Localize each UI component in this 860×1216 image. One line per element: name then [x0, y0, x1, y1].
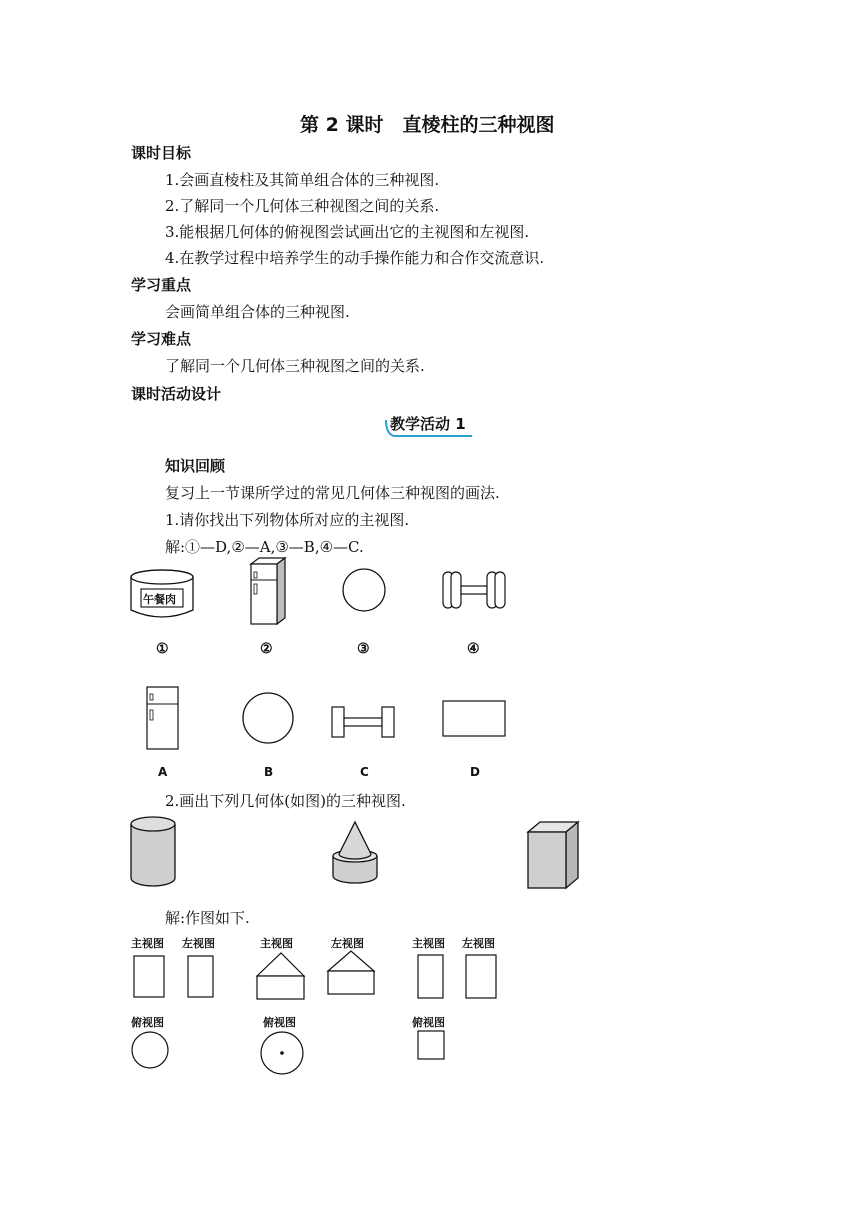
goals-heading: 课时目标: [131, 144, 192, 162]
front-view-label-3: 主视图: [412, 937, 445, 950]
object-label-4: ④: [467, 641, 480, 657]
top-view-label-1: 俯视图: [131, 1016, 164, 1029]
cylinder-left-view: [187, 955, 217, 999]
sphere-figure: [340, 566, 390, 616]
design-heading: 课时活动设计: [131, 385, 222, 403]
difficulty-heading: 学习难点: [131, 330, 192, 348]
front-view-label-1: 主视图: [131, 937, 164, 950]
cuboid-left-view: [465, 954, 499, 1000]
cone-left-view: [326, 948, 378, 996]
goal-item-2: 2.了解同一个几何体三种视图之间的关系.: [165, 197, 440, 215]
focus-heading: 学习重点: [131, 276, 192, 294]
view-b-figure: [242, 692, 296, 746]
cuboid-front-view: [417, 954, 447, 1000]
cylinder-top-view: [131, 1031, 171, 1071]
activity-banner: [384, 412, 476, 440]
cuboid-top-view: [417, 1030, 447, 1062]
view-d-figure: [442, 700, 508, 740]
difficulty-text: 了解同一个几何体三种视图之间的关系.: [165, 357, 425, 375]
front-view-label-2: 主视图: [260, 937, 293, 950]
page-title: 第 2 课时 直棱柱的三种视图: [300, 114, 555, 136]
view-label-b: B: [264, 765, 274, 779]
answer-2: 解:作图如下.: [165, 909, 250, 927]
cylinder-solid: [129, 816, 179, 890]
question-1: 1.请你找出下列物体所对应的主视图.: [165, 511, 410, 529]
cone-top-view: [259, 1031, 307, 1079]
can-label: 午餐肉: [143, 593, 176, 606]
cone-front-view: [255, 950, 307, 1000]
focus-text: 会画简单组合体的三种视图.: [165, 303, 350, 321]
object-label-1: ①: [156, 641, 169, 657]
goal-item-1: 1.会画直棱柱及其简单组合体的三种视图.: [165, 171, 440, 189]
view-c-figure: [331, 706, 397, 740]
cuboid-solid: [526, 820, 586, 892]
answer-1: 解:①—D,②—A,③—B,④—C.: [165, 538, 364, 556]
goal-item-3: 3.能根据几何体的俯视图尝试画出它的主视图和左视图.: [165, 223, 530, 241]
goal-item-4: 4.在教学过程中培养学生的动手操作能力和合作交流意识.: [165, 249, 545, 267]
object-label-2: ②: [260, 641, 273, 657]
dumbbell-figure: [441, 570, 511, 614]
view-label-d: D: [470, 765, 480, 779]
banner-label: 教学活动 1: [390, 415, 466, 433]
left-view-label-1: 左视图: [182, 937, 215, 950]
object-label-3: ③: [357, 641, 370, 657]
view-a-figure: [146, 686, 182, 752]
view-label-a: A: [158, 765, 168, 779]
cone-cylinder-solid: [329, 816, 383, 890]
question-2: 2.画出下列几何体(如图)的三种视图.: [165, 792, 406, 810]
refrigerator-figure: [249, 556, 289, 626]
left-view-label-2: 左视图: [331, 937, 364, 950]
view-label-c: C: [360, 765, 369, 779]
top-view-label-3: 俯视图: [412, 1016, 445, 1029]
top-view-label-2: 俯视图: [263, 1016, 296, 1029]
review-text: 复习上一节课所学过的常见几何体三种视图的画法.: [165, 484, 500, 502]
left-view-label-3: 左视图: [462, 937, 495, 950]
review-heading: 知识回顾: [165, 457, 226, 475]
cylinder-front-view: [133, 955, 167, 999]
